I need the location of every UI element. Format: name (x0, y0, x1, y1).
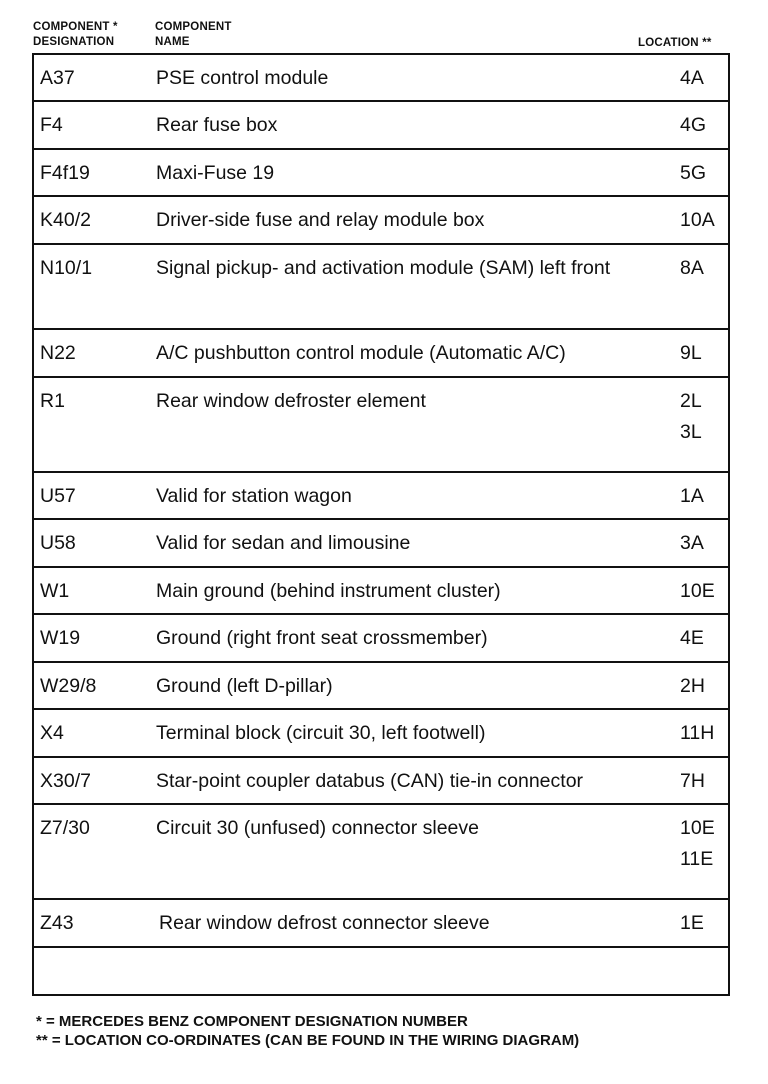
component-designation: K40/2 (40, 209, 91, 231)
component-name: Circuit 30 (unfused) connector sleeve (156, 817, 479, 839)
component-name: Maxi-Fuse 19 (156, 162, 275, 184)
location-value: 4A (680, 67, 704, 89)
table-row (34, 197, 728, 245)
component-name: Rear fuse box (156, 114, 278, 136)
location-value: 11E (680, 848, 714, 870)
component-location (680, 528, 704, 559)
component-designation: Z7/30 (40, 817, 90, 839)
component-location (680, 908, 704, 939)
footnote-location: ** = LOCATION CO-ORDINATES (CAN BE FOUND IN THE WIRING DIAGRAM) (36, 1032, 580, 1049)
component-location (680, 671, 705, 702)
component-designation: X4 (40, 722, 64, 744)
component-designation: R1 (40, 390, 65, 412)
component-designation: F4f19 (40, 162, 90, 184)
location-value: 10E (680, 580, 715, 602)
table-row (34, 150, 728, 197)
table-row (34, 520, 728, 568)
table-row (34, 900, 728, 948)
component-table (32, 53, 730, 996)
table-row (34, 473, 728, 520)
location-value: 11H (680, 722, 715, 744)
location-value: 4E (680, 627, 704, 649)
component-location (680, 576, 715, 607)
table-row (34, 55, 728, 102)
component-name: Driver-side fuse and relay module box (156, 209, 485, 231)
location-value: 9L (680, 342, 702, 364)
name-header-line1: COMPONENT (155, 21, 232, 33)
component-location (680, 386, 702, 448)
component-location (680, 813, 715, 875)
component-designation: A37 (40, 67, 75, 89)
location-value: 1A (680, 485, 704, 507)
component-location (680, 766, 705, 797)
component-name: Rear window defroster element (156, 390, 426, 412)
component-name: Rear window defrost connector sleeve (159, 912, 490, 934)
location-value: 2H (680, 675, 705, 697)
component-designation: W1 (40, 580, 70, 602)
table-row (34, 710, 728, 758)
component-name: A/C pushbutton control module (Automatic A/C) (156, 342, 566, 364)
component-designation: W19 (40, 627, 81, 649)
name-column-header (155, 20, 232, 50)
component-name: Valid for sedan and limousine (156, 532, 411, 554)
component-location (680, 110, 706, 141)
component-designation: X30/7 (40, 770, 91, 792)
location-value: 3L (680, 421, 702, 443)
location-value: 1E (680, 912, 704, 934)
component-designation: U58 (40, 532, 76, 554)
designation-header-line1: COMPONENT * (33, 21, 118, 33)
table-row (34, 245, 728, 330)
location-value: 2L (680, 390, 702, 412)
table-row (34, 378, 728, 473)
designation-column-header (33, 20, 118, 50)
component-name: Valid for station wagon (156, 485, 352, 507)
location-value: 4G (680, 114, 707, 136)
component-name: Signal pickup- and activation module (SAM) left front (156, 257, 611, 279)
table-row (34, 663, 728, 710)
component-location (680, 338, 702, 369)
name-header-line2: NAME (155, 36, 190, 48)
component-location (680, 481, 704, 512)
component-designation: Z43 (40, 912, 74, 934)
component-location (680, 623, 704, 654)
table-row (34, 615, 728, 663)
table-row (34, 805, 728, 900)
component-designation: N22 (40, 342, 76, 364)
component-designation: F4 (40, 114, 63, 136)
location-value: 10A (680, 209, 715, 231)
component-name: PSE control module (156, 67, 329, 89)
component-location (680, 205, 715, 236)
table-row (34, 330, 728, 378)
location-value: 5G (680, 162, 707, 184)
component-designation: U57 (40, 485, 76, 507)
component-location (680, 718, 714, 749)
footnote-designation: * = MERCEDES BENZ COMPONENT DESIGNATION NUMBER (36, 1013, 468, 1030)
component-designation: N10/1 (40, 257, 93, 279)
component-name: Star-point coupler databus (CAN) tie-in connector (156, 770, 584, 792)
table-row (34, 758, 728, 805)
table-row (34, 948, 728, 994)
component-name: Ground (right front seat crossmember) (156, 627, 488, 649)
table-row (34, 102, 728, 150)
component-location (680, 63, 704, 94)
component-designation: W29/8 (40, 675, 97, 697)
location-value: 10E (680, 817, 715, 839)
table-row (34, 568, 728, 615)
component-location (680, 253, 704, 284)
designation-header-line2: DESIGNATION (33, 36, 115, 48)
location-value: 7H (680, 770, 705, 792)
location-value: 3A (680, 532, 704, 554)
location-value: 8A (680, 257, 704, 279)
footnotes (36, 1012, 579, 1050)
location-column-header: LOCATION ** (638, 37, 712, 49)
component-location (680, 158, 706, 189)
component-name: Terminal block (circuit 30, left footwell) (156, 722, 486, 744)
component-name: Main ground (behind instrument cluster) (156, 580, 501, 602)
component-name: Ground (left D-pillar) (156, 675, 333, 697)
